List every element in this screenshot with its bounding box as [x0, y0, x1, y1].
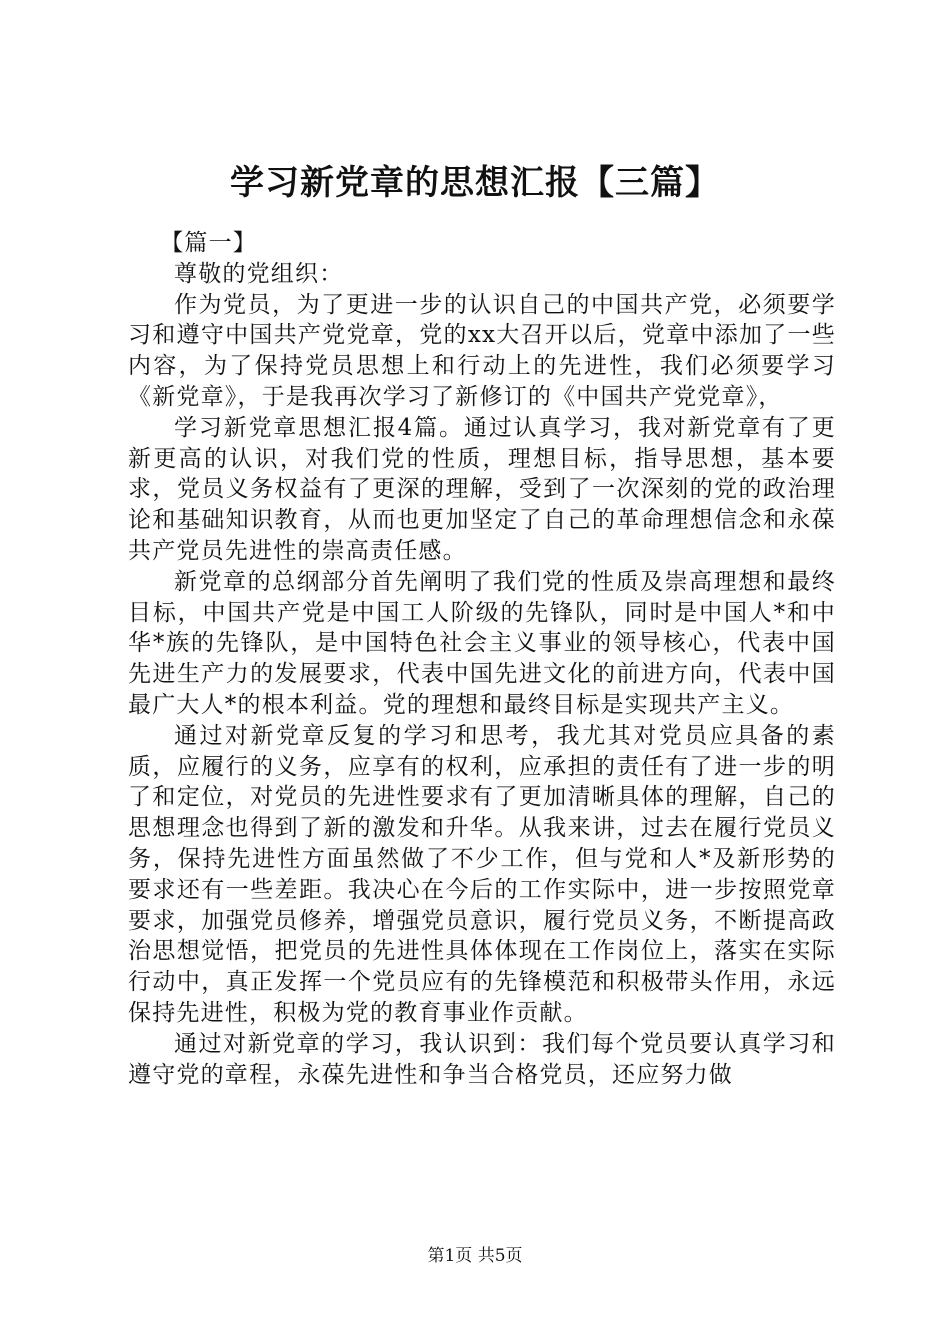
page-footer: 第1页 共5页 [427, 1246, 523, 1266]
document-title: 学习新党章的思想汇报【三篇】 [230, 163, 720, 203]
paragraph: 作为党员，为了更进一步的认识自己的中国共产党，必须要学习和遵守中国共产党党章，党的xx大召开以后，党章中添加了一些内容，为了保持党员思想上和行动上的先进性，我们必须要学习《新党章》，于是我再次学习了新修订的《中国共产党党章》， [128, 291, 836, 410]
paragraph: 学习新党章思想汇报4篇。通过认真学习，我对新党章有了更新更高的认识，对我们党的性质，理想目标，指导思想，基本要求，党员义务权益有了更深的理解，受到了一次深刻的党的政治理论和基础知识教育，从而也更加坚定了自己的革命理想信念和永葆共产党员先进性的崇高责任感。 [128, 414, 836, 564]
section-label: 【篇一】 [160, 230, 257, 256]
salutation: 尊敬的党组织： [174, 260, 344, 287]
paragraph: 通过对新党章反复的学习和思考，我尤其对党员应具备的素质，应履行的义务，应享有的权利，应承担的责任有了进一步的明了和定位，对党员的先进性要求有了更加清晰具体的理解，自己的思想理念也得到了新的激发和升华。从我来讲，过去在履行党员义务，保持先进性方面虽然做了不少工作，但与党和人*及新形势的要求还有一些差距。我决心在今后的工作实际中，进一步按照党章要求，加强党员修养，增强党员意识，履行党员义务，不断提高政治思想觉悟，把党员的先进性具体体现在工作岗位上，落实在实际行动中，真正发挥一个党员应有的先锋模范和积极带头作用，永远保持先进性，积极为党的教育事业作贡献。 [128, 722, 836, 1026]
document-body [128, 228, 836, 1090]
paragraph: 通过对新党章的学习，我认识到：我们每个党员要认真学习和遵守党的章程，永葆先进性和争当合格党员，还应努力做 [128, 1030, 836, 1088]
paragraph: 新党章的总纲部分首先阐明了我们党的性质及崇高理想和最终目标，中国共产党是中国工人阶级的先锋队，同时是中国人*和中华*族的先锋队，是中国特色社会主义事业的领导核心，代表中国先进生产力的发展要求，代表中国先进文化的前进方向，代表中国最广大人*的根本利益。党的理想和最终目标是实现共产主义。 [128, 568, 836, 718]
